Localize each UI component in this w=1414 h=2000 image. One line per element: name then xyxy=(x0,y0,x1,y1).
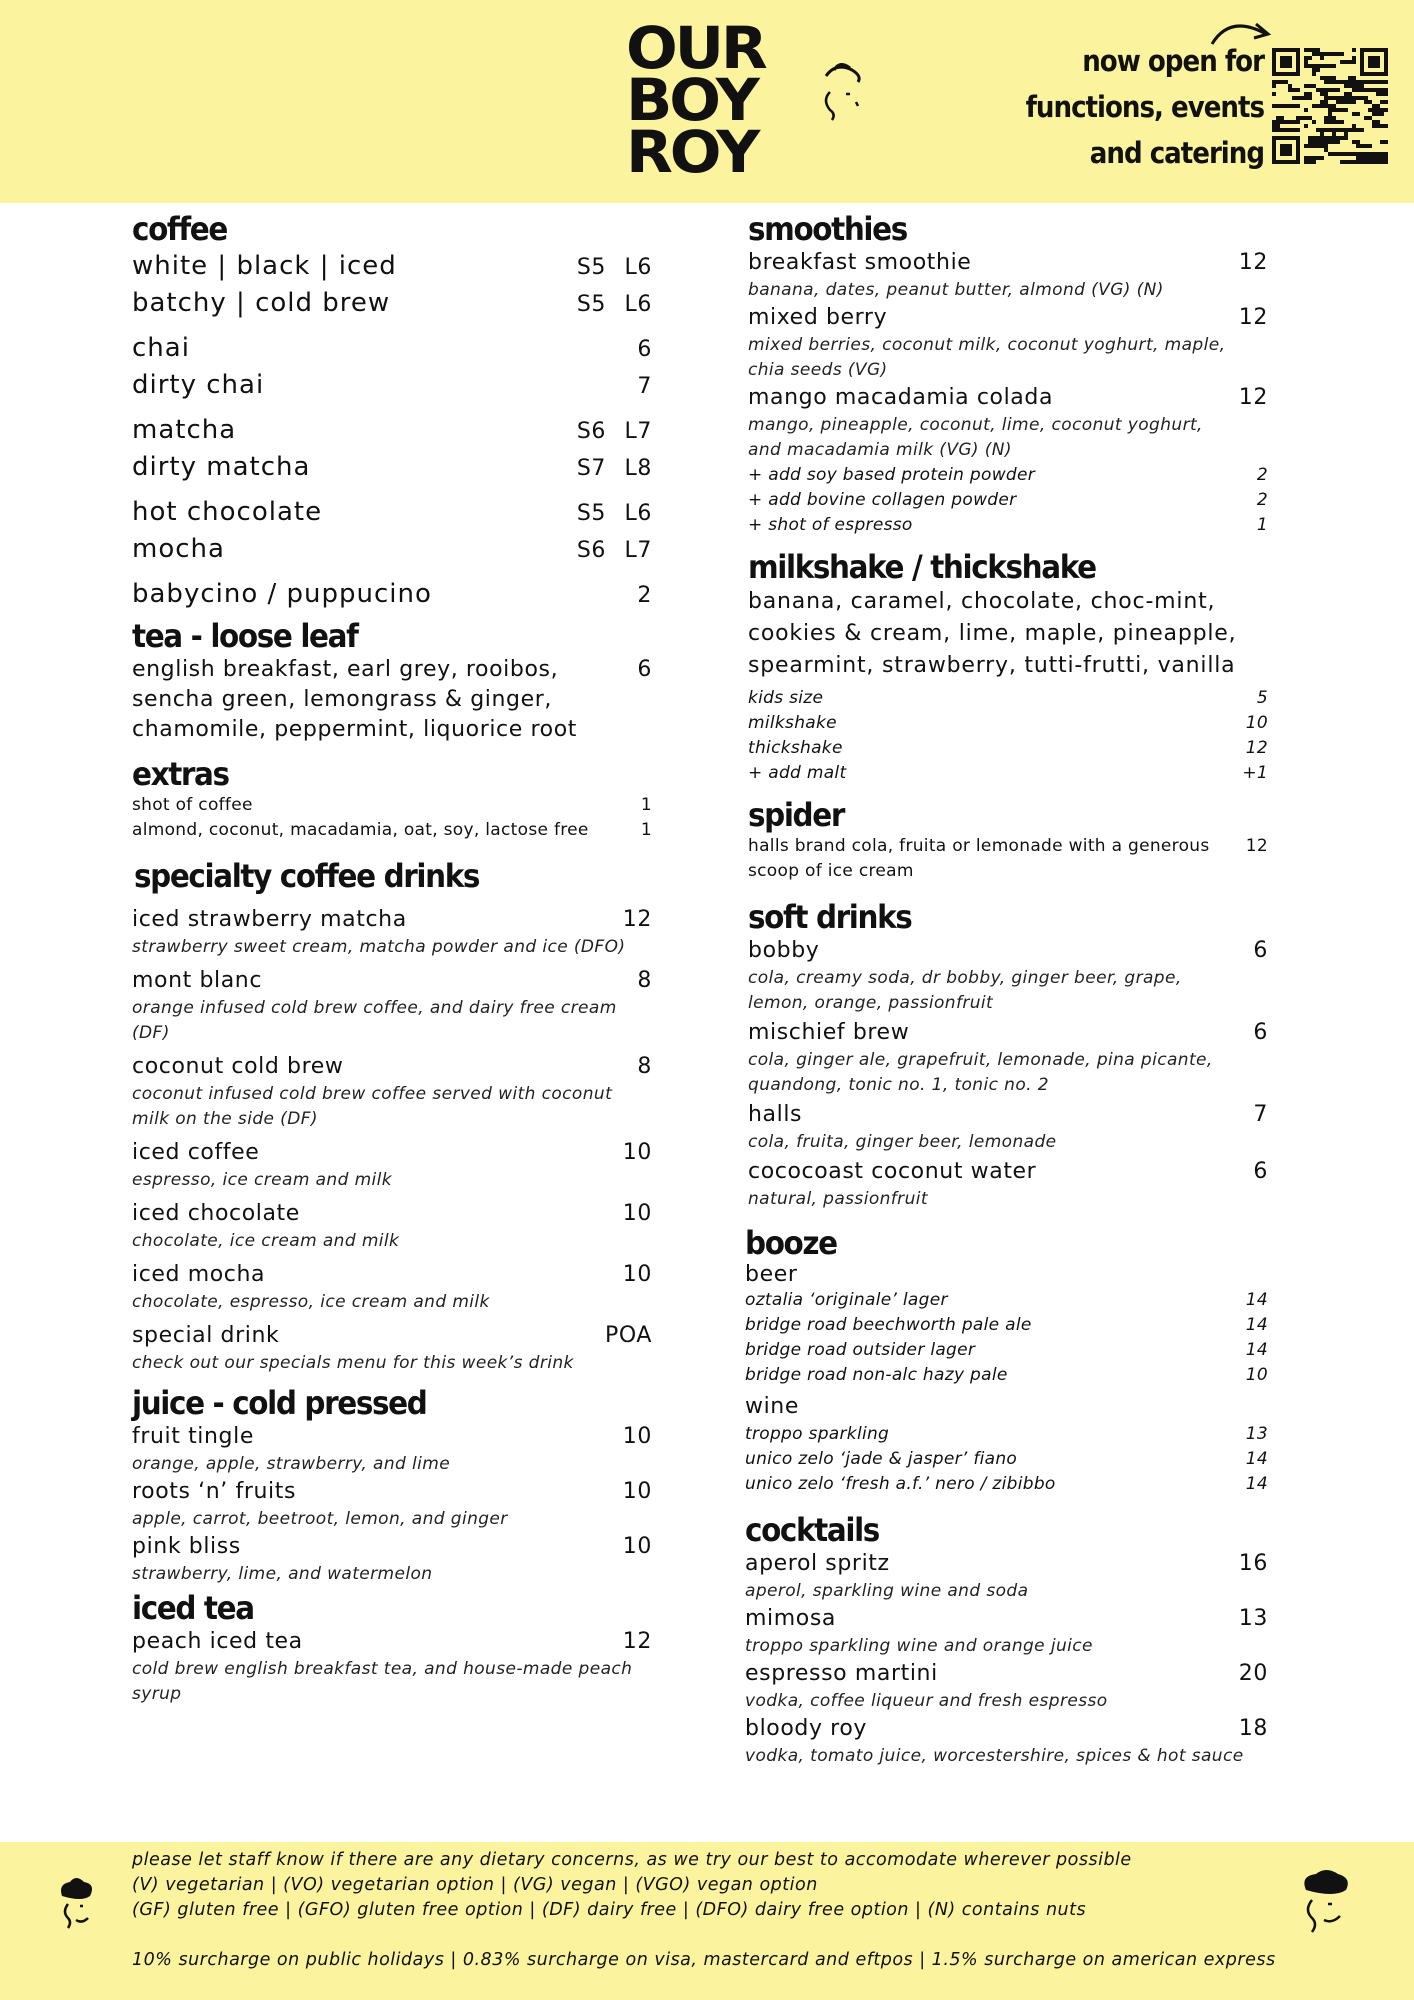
item-name: mixed berry xyxy=(748,305,888,330)
cocktail-list xyxy=(745,1549,1268,1769)
footer-notes xyxy=(132,1848,1276,1973)
doodle-face-icon xyxy=(812,58,868,130)
logo-line: BOY xyxy=(626,66,757,134)
item-name: batchy | cold brew xyxy=(132,288,391,318)
menu-item-header xyxy=(748,383,1268,413)
footer-line: please let staff know if there are any dietary concerns, as we try our best to accomodate wherever possible xyxy=(132,1850,1132,1870)
menu-item xyxy=(748,711,1268,736)
menu-item xyxy=(132,367,652,404)
menu-item-header xyxy=(748,1018,1268,1048)
menu-item xyxy=(748,686,1268,711)
section-title-booze: booze xyxy=(745,1224,837,1262)
item-name: dirty matcha xyxy=(132,452,311,482)
item-name: cococoast coconut water xyxy=(748,1159,1037,1184)
item-name: oztalia ‘originale’ lager xyxy=(745,1290,948,1310)
item-price: 12 xyxy=(1238,385,1268,410)
item-name: unico zelo ‘fresh a.f.’ nero / zibibbo xyxy=(745,1474,1056,1494)
item-price: 12 xyxy=(1245,836,1268,856)
item-price: 10 xyxy=(1245,1365,1268,1385)
item-description: orange infused cold brew coffee, and dairy free cream (DF) xyxy=(132,998,617,1043)
item-price: 14 xyxy=(1245,1315,1268,1335)
size-large-price: L6 xyxy=(624,255,652,280)
spider-row xyxy=(748,834,1268,884)
menu-item-header xyxy=(132,1052,652,1082)
menu-item xyxy=(745,1472,1268,1497)
item-price: 6 xyxy=(637,657,652,682)
item-price-value: 6 xyxy=(637,337,652,362)
item-description: cold brew english breakfast tea, and house-made peach syrup xyxy=(132,1659,633,1704)
item-price: 18 xyxy=(1238,1716,1268,1741)
menu-item-header xyxy=(132,905,652,935)
item-price: 12 xyxy=(1238,305,1268,330)
item-name: mischief brew xyxy=(748,1020,910,1045)
item-price xyxy=(560,536,652,566)
wine-list xyxy=(745,1422,1268,1497)
size-small-price: S6 xyxy=(576,419,606,444)
item-price: 10 xyxy=(622,1534,652,1559)
item-price: 6 xyxy=(1253,1159,1268,1184)
size-small-price: S6 xyxy=(576,538,606,563)
menu-item-header xyxy=(132,1260,652,1290)
right-column xyxy=(745,210,1268,1769)
item-price: 7 xyxy=(1253,1102,1268,1127)
size-large-price: L6 xyxy=(624,501,652,526)
item-name: bridge road non-alc hazy pale xyxy=(745,1365,1008,1385)
menu-item xyxy=(745,1447,1268,1472)
brand-logo xyxy=(626,14,765,186)
item-name: bloody roy xyxy=(745,1716,868,1741)
item-name: troppo sparkling xyxy=(745,1424,890,1444)
qr-code-icon[interactable] xyxy=(1272,48,1388,164)
menu-item xyxy=(132,1260,652,1315)
item-name: special drink xyxy=(132,1323,280,1348)
item-description: apple, carrot, beetroot, lemon, and ginger xyxy=(132,1509,508,1529)
item-name: roots ‘n’ fruits xyxy=(132,1479,297,1504)
item-price: 6 xyxy=(1253,938,1268,963)
size-small-price: S5 xyxy=(576,255,606,280)
item-name: chai xyxy=(132,333,190,363)
menu-item-header xyxy=(132,1532,652,1562)
menu-item xyxy=(132,818,652,843)
item-name: shot of coffee xyxy=(132,795,253,815)
item-price: 14 xyxy=(1245,1290,1268,1310)
item-price: 12 xyxy=(622,1629,652,1654)
iced-tea-list xyxy=(132,1627,652,1707)
soft-drinks-list xyxy=(748,936,1268,1212)
item-price xyxy=(606,372,652,402)
item-name: + add bovine collagen powder xyxy=(748,490,1017,510)
extras-list xyxy=(132,793,652,843)
surcharge-note: 10% surcharge on public holidays | 0.83% surcharge on visa, mastercard and eftpos | 1.5% surcharge on american express xyxy=(132,1950,1276,1970)
item-description: espresso, ice cream and milk xyxy=(132,1170,393,1190)
item-name: hot chocolate xyxy=(132,497,323,527)
item-price xyxy=(560,454,652,484)
item-description: troppo sparkling wine and orange juice xyxy=(745,1636,1093,1656)
menu-item xyxy=(132,1199,652,1254)
milkshake-list xyxy=(748,686,1268,786)
item-name: peach iced tea xyxy=(132,1629,303,1654)
beer-list xyxy=(745,1288,1268,1388)
item-description: vodka, tomato juice, worcestershire, spices & hot sauce xyxy=(745,1746,1244,1766)
size-large-price: L7 xyxy=(624,538,652,563)
item-description: cola, fruita, ginger beer, lemonade xyxy=(748,1132,1057,1152)
item-description: strawberry sweet cream, matcha powder and ice (DFO) xyxy=(132,937,626,957)
milkshake-flavours: banana, caramel, chocolate, choc-mint, cookies & cream, lime, maple, pineapple, spearmint, strawberry, tutti-frutti, vanilla xyxy=(748,589,1237,678)
curved-arrow-icon xyxy=(1206,14,1276,50)
item-price: 13 xyxy=(1238,1606,1268,1631)
item-price: 13 xyxy=(1245,1424,1268,1444)
menu-item-header xyxy=(748,248,1268,278)
menu-item xyxy=(748,463,1268,488)
left-column xyxy=(132,210,652,1707)
menu-item xyxy=(748,383,1268,463)
item-description: cola, creamy soda, dr bobby, ginger beer, grape, lemon, orange, passionfruit xyxy=(748,968,1182,1013)
footer-line: (GF) gluten free | (GFO) gluten free option | (DF) dairy free | (DFO) dairy free option | (N) contains nuts xyxy=(132,1900,1087,1920)
menu-item xyxy=(748,1018,1268,1098)
item-price xyxy=(560,499,652,529)
item-name: unico zelo ‘jade & jasper’ fiano xyxy=(745,1449,1018,1469)
item-description: chocolate, espresso, ice cream and milk xyxy=(132,1292,490,1312)
menu-item-header xyxy=(132,1138,652,1168)
item-price: 1 xyxy=(640,820,652,840)
item-price: 10 xyxy=(622,1201,652,1226)
menu-item xyxy=(132,449,652,486)
menu-item xyxy=(748,488,1268,513)
menu-item xyxy=(132,330,652,367)
item-price-value: 7 xyxy=(637,374,652,399)
menu-item-header xyxy=(748,1100,1268,1130)
item-price: 8 xyxy=(637,1054,652,1079)
menu-item-header xyxy=(748,1157,1268,1187)
logo-line: OUR xyxy=(626,14,765,82)
section-title-iced-tea: iced tea xyxy=(132,1589,254,1627)
promo-line: functions, events xyxy=(1025,90,1264,124)
item-description: aperol, sparkling wine and soda xyxy=(745,1581,1029,1601)
promo-line: now open for xyxy=(1082,44,1264,78)
item-price xyxy=(560,253,652,283)
menu-item-header xyxy=(748,303,1268,333)
menu-item-header xyxy=(132,1477,652,1507)
menu-item xyxy=(745,1338,1268,1363)
menu-item-header xyxy=(132,1422,652,1452)
item-description: mixed berries, coconut milk, coconut yoghurt, maple, chia seeds (VG) xyxy=(748,335,1226,380)
menu-item xyxy=(132,285,652,322)
menu-item xyxy=(748,1157,1268,1212)
tea-row xyxy=(132,655,652,745)
doodle-face-left-icon xyxy=(54,1876,98,1938)
functions-promo xyxy=(1026,38,1264,176)
menu-item xyxy=(748,936,1268,1016)
item-price xyxy=(606,581,652,611)
size-small-price: S5 xyxy=(576,292,606,317)
menu-item xyxy=(748,248,1268,303)
item-name: + shot of espresso xyxy=(748,515,913,535)
item-price: 10 xyxy=(622,1140,652,1165)
item-name: dirty chai xyxy=(132,370,265,400)
item-name: pink bliss xyxy=(132,1534,241,1559)
item-name: mont blanc xyxy=(132,968,263,993)
menu-item-header xyxy=(132,1321,652,1351)
footer-line: (V) vegetarian | (VO) vegetarian option | (VG) vegan | (VGO) vegan option xyxy=(132,1875,818,1895)
item-name: mocha xyxy=(132,534,225,564)
section-title-milkshake: milkshake / thickshake xyxy=(748,548,1096,586)
item-description: mango, pineapple, coconut, lime, coconut yoghurt, and macadamia milk (VG) (N) xyxy=(748,415,1203,460)
item-description: strawberry, lime, and watermelon xyxy=(132,1564,433,1584)
tea-line: sencha green, lemongrass & ginger, xyxy=(132,687,552,712)
item-price: 14 xyxy=(1245,1340,1268,1360)
menu-item xyxy=(132,412,652,449)
menu-item-header xyxy=(748,936,1268,966)
menu-item xyxy=(745,1363,1268,1388)
item-name: iced coffee xyxy=(132,1140,260,1165)
menu-item xyxy=(748,513,1268,538)
tea-line: chamomile, peppermint, liquorice root xyxy=(132,717,577,742)
item-name: matcha xyxy=(132,415,237,445)
wine-label: wine xyxy=(745,1394,799,1419)
item-name: thickshake xyxy=(748,738,843,758)
menu-item-header xyxy=(745,1604,1268,1634)
item-name: mango macadamia colada xyxy=(748,385,1054,410)
menu-item xyxy=(132,1052,652,1132)
section-title-specialty: specialty coffee drinks xyxy=(134,857,480,895)
menu-item-header xyxy=(132,966,652,996)
item-price: 20 xyxy=(1238,1661,1268,1686)
menu-item xyxy=(132,248,652,285)
item-description: check out our specials menu for this week’s drink xyxy=(132,1353,574,1373)
item-price: +1 xyxy=(1242,763,1268,783)
header-band xyxy=(0,0,1414,203)
item-price: 10 xyxy=(622,1424,652,1449)
menu-item xyxy=(132,494,652,531)
item-price: 14 xyxy=(1245,1474,1268,1494)
item-name: + add soy based protein powder xyxy=(748,465,1036,485)
menu-item xyxy=(132,966,652,1046)
section-title-extras: extras xyxy=(132,755,229,793)
beer-label: beer xyxy=(745,1262,798,1287)
menu-item xyxy=(132,531,652,568)
menu-item xyxy=(748,303,1268,383)
item-description: cola, ginger ale, grapefruit, lemonade, pina picante, quandong, tonic no. 1, tonic no. 2 xyxy=(748,1050,1213,1095)
item-description: banana, dates, peanut butter, almond (VG) (N) xyxy=(748,280,1164,300)
menu-item xyxy=(132,1321,652,1376)
item-price: 12 xyxy=(1238,250,1268,275)
item-price: 5 xyxy=(1256,688,1268,708)
item-price: 10 xyxy=(622,1262,652,1287)
menu-item xyxy=(748,761,1268,786)
menu-item xyxy=(748,736,1268,761)
menu-item xyxy=(745,1714,1268,1769)
item-price: 1 xyxy=(640,795,652,815)
item-price: 16 xyxy=(1238,1551,1268,1576)
size-large-price: L6 xyxy=(624,292,652,317)
item-description: vodka, coffee liqueur and fresh espresso xyxy=(745,1691,1108,1711)
menu-item xyxy=(132,1138,652,1193)
item-name: mimosa xyxy=(745,1606,836,1631)
item-name: iced chocolate xyxy=(132,1201,300,1226)
smoothie-addons xyxy=(748,463,1268,538)
item-price: 6 xyxy=(1253,1020,1268,1045)
section-title-soft-drinks: soft drinks xyxy=(748,898,912,936)
item-price: 14 xyxy=(1245,1449,1268,1469)
menu-item xyxy=(745,1313,1268,1338)
item-name: almond, coconut, macadamia, oat, soy, lactose free xyxy=(132,820,589,840)
section-title-cocktails: cocktails xyxy=(745,1511,879,1549)
section-title-smoothies: smoothies xyxy=(748,210,907,248)
logo-line: ROY xyxy=(626,118,758,186)
item-price: 8 xyxy=(637,968,652,993)
menu-item-header xyxy=(745,1659,1268,1689)
item-price xyxy=(606,335,652,365)
smoothie-list xyxy=(748,248,1268,463)
section-title-coffee: coffee xyxy=(132,210,227,248)
item-price: 12 xyxy=(1245,738,1268,758)
item-description: coconut infused cold brew coffee served with coconut milk on the side (DF) xyxy=(132,1084,613,1129)
specialty-list xyxy=(132,905,652,1376)
item-name: + add malt xyxy=(748,763,847,783)
spider-desc: halls brand cola, fruita or lemonade with a generous scoop of ice cream xyxy=(748,836,1210,881)
menu-item xyxy=(132,793,652,818)
item-name: coconut cold brew xyxy=(132,1054,344,1079)
menu-item-header xyxy=(745,1714,1268,1744)
menu-item xyxy=(132,1477,652,1532)
item-price: 2 xyxy=(1256,490,1268,510)
menu-item-header xyxy=(132,1627,652,1657)
menu-item xyxy=(748,1100,1268,1155)
size-large-price: L8 xyxy=(624,456,652,481)
menu-item xyxy=(745,1549,1268,1604)
item-name: halls xyxy=(748,1102,803,1127)
item-price: 1 xyxy=(1256,515,1268,535)
item-name: espresso martini xyxy=(745,1661,938,1686)
section-title-spider: spider xyxy=(748,796,844,834)
juice-list xyxy=(132,1422,652,1587)
item-name: bobby xyxy=(748,938,820,963)
item-description: chocolate, ice cream and milk xyxy=(132,1231,400,1251)
menu-item xyxy=(132,1422,652,1477)
item-description: orange, apple, strawberry, and lime xyxy=(132,1454,451,1474)
item-name: bridge road outsider lager xyxy=(745,1340,976,1360)
item-price xyxy=(560,290,652,320)
item-price: POA xyxy=(604,1323,652,1348)
item-name: milkshake xyxy=(748,713,837,733)
size-small-price: S5 xyxy=(576,501,606,526)
item-price: 10 xyxy=(622,1479,652,1504)
item-name: iced mocha xyxy=(132,1262,266,1287)
menu-item xyxy=(132,576,652,613)
item-price-value: 2 xyxy=(637,583,652,608)
menu-item xyxy=(745,1604,1268,1659)
menu-item xyxy=(132,1627,652,1707)
menu-item xyxy=(745,1288,1268,1313)
item-name: bridge road beechworth pale ale xyxy=(745,1315,1032,1335)
item-name: breakfast smoothie xyxy=(748,250,972,275)
item-name: white | black | iced xyxy=(132,251,397,281)
doodle-face-right-icon xyxy=(1296,1868,1354,1938)
item-price xyxy=(560,417,652,447)
promo-line: and catering xyxy=(1089,136,1264,170)
item-name: kids size xyxy=(748,688,824,708)
item-price: 2 xyxy=(1256,465,1268,485)
menu-item-header xyxy=(132,1199,652,1229)
menu-item xyxy=(745,1422,1268,1447)
section-title-tea: tea - loose leaf xyxy=(132,617,358,655)
section-title-juice: juice - cold pressed xyxy=(132,1384,427,1422)
menu-item xyxy=(132,1532,652,1587)
item-name: iced strawberry matcha xyxy=(132,907,407,932)
tea-line: english breakfast, earl grey, rooibos, xyxy=(132,657,559,682)
item-name: babycino / puppucino xyxy=(132,579,432,609)
item-price: 10 xyxy=(1245,713,1268,733)
menu-item xyxy=(132,905,652,960)
item-price: 12 xyxy=(622,907,652,932)
size-large-price: L7 xyxy=(624,419,652,444)
menu-item-header xyxy=(745,1549,1268,1579)
item-description: natural, passionfruit xyxy=(748,1189,928,1209)
menu-item xyxy=(745,1659,1268,1714)
coffee-list xyxy=(132,248,652,613)
item-name: fruit tingle xyxy=(132,1424,254,1449)
item-name: aperol spritz xyxy=(745,1551,890,1576)
size-small-price: S7 xyxy=(576,456,606,481)
